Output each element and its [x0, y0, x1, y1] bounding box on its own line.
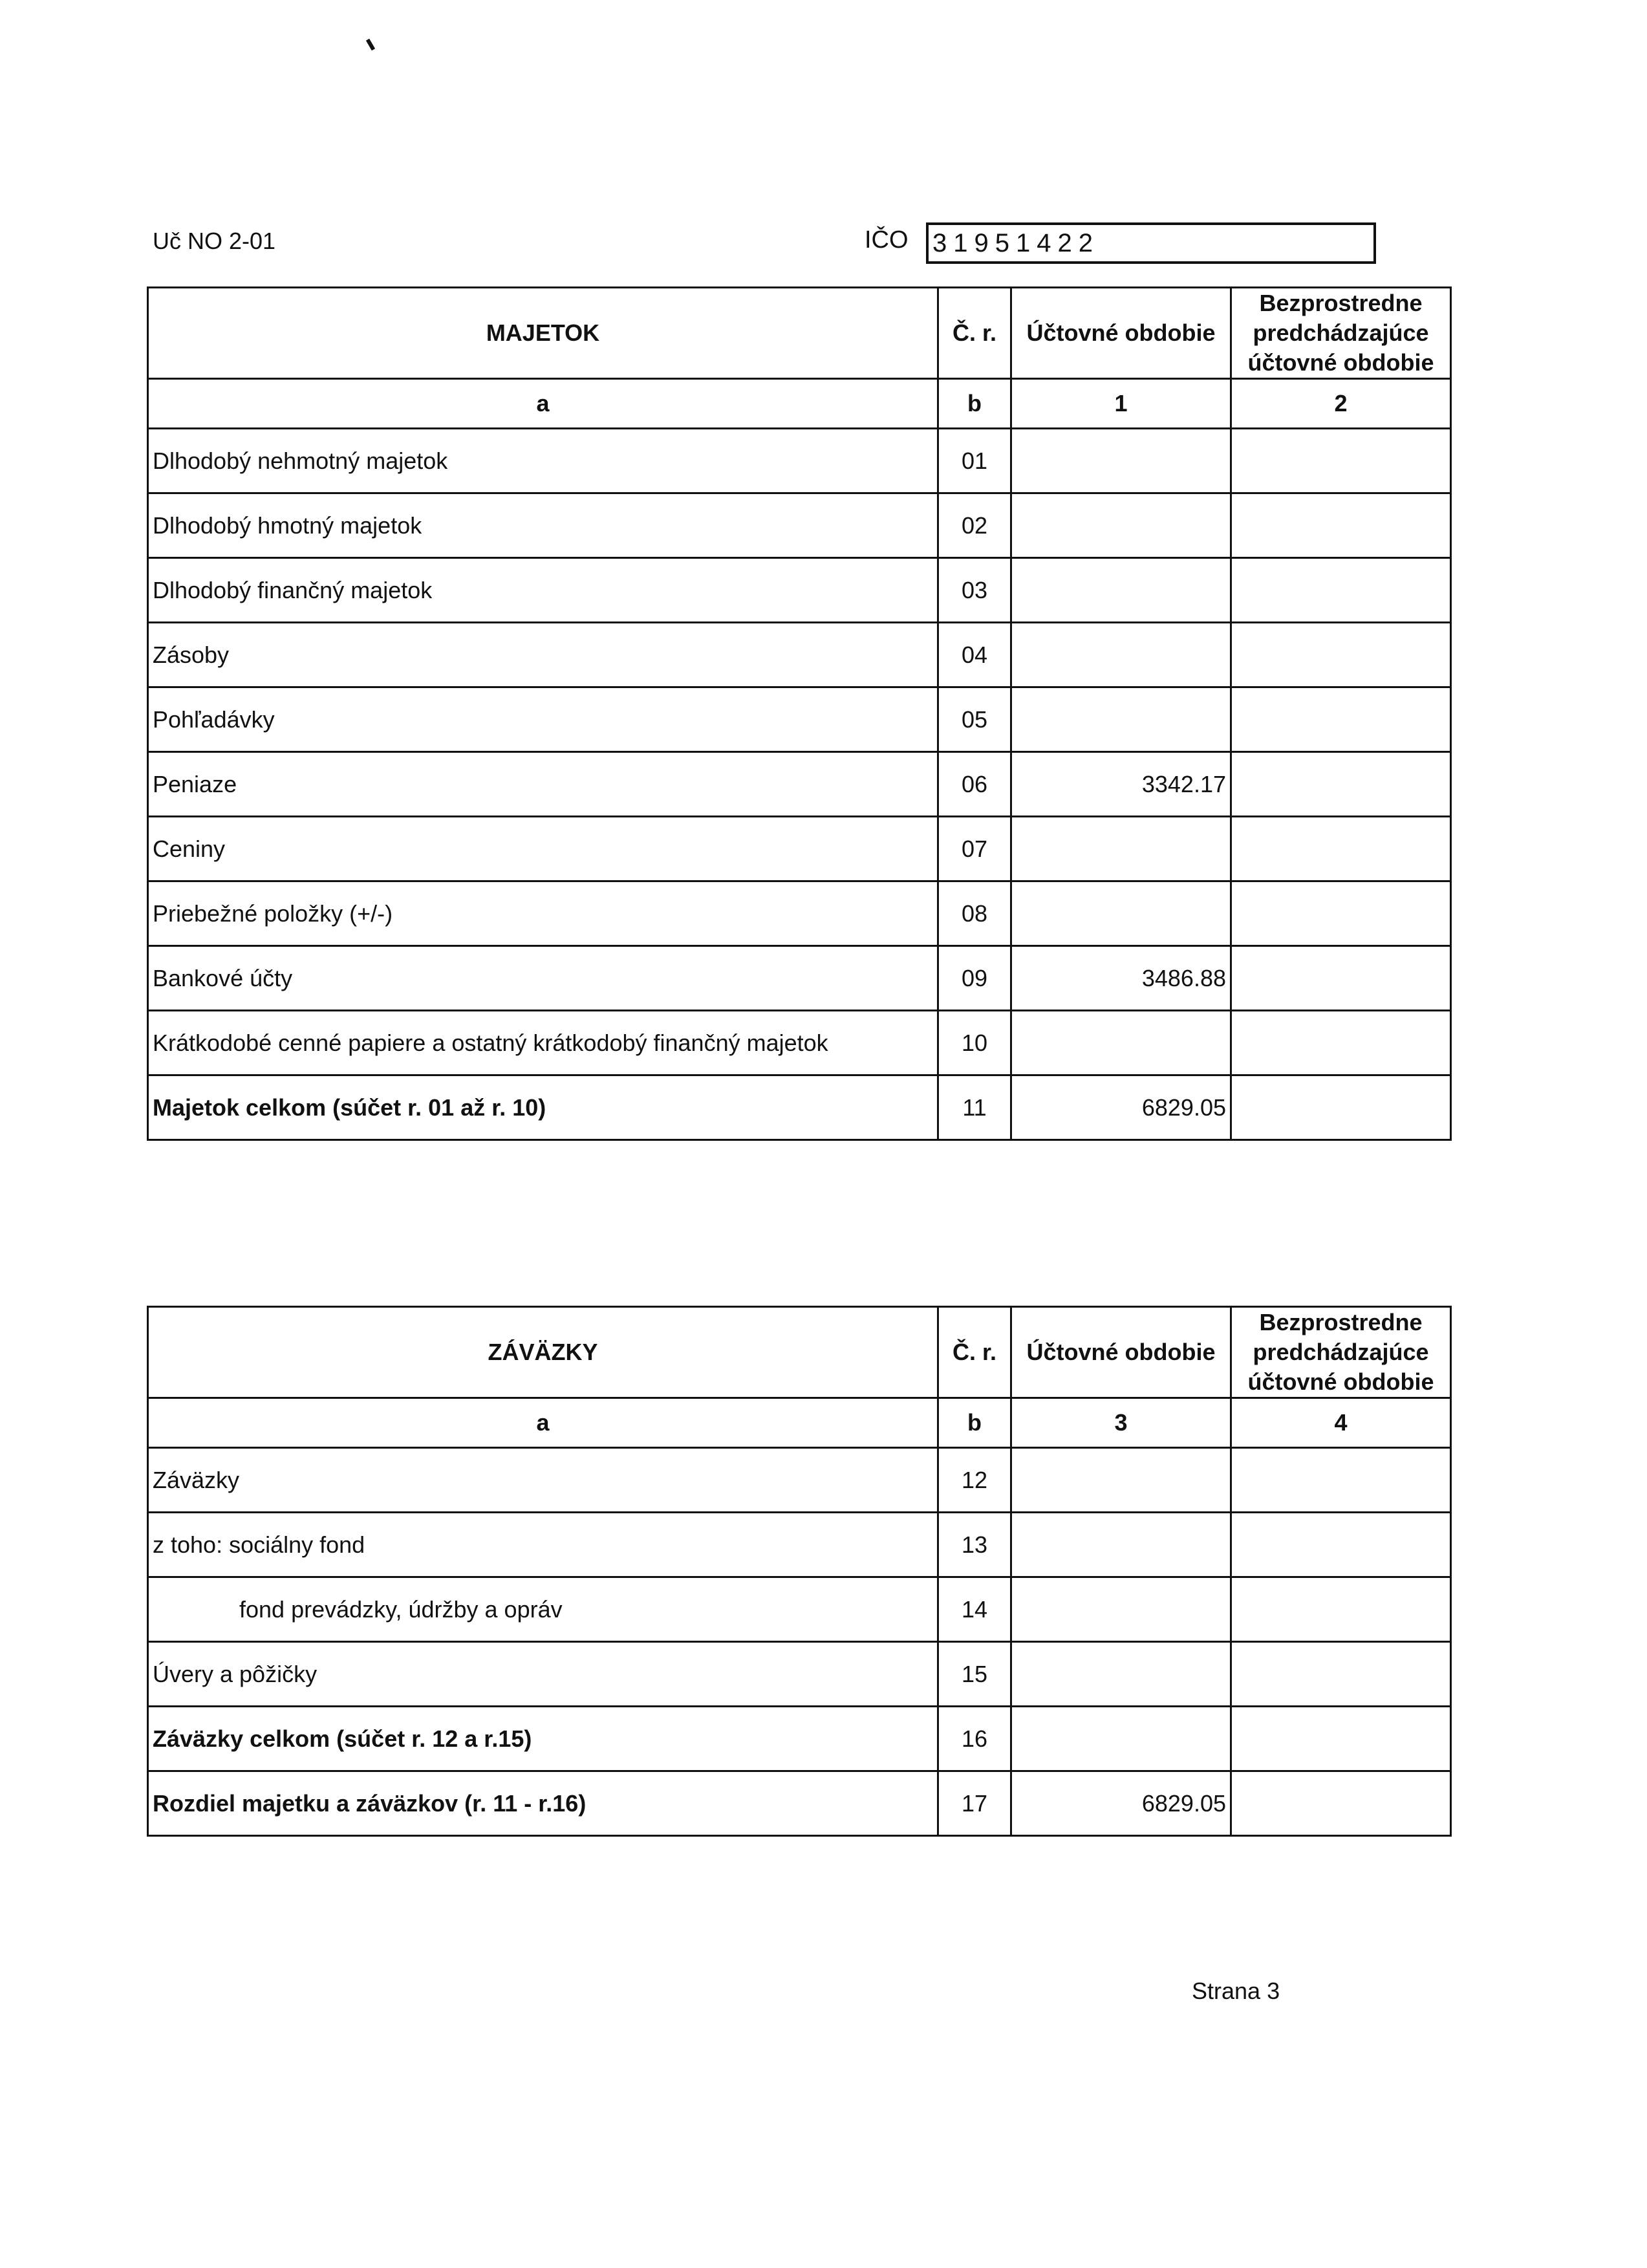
table-row [148, 1577, 1451, 1642]
previous-value[interactable] [1231, 1448, 1451, 1513]
row-label: Dlhodobý finančný majetok [148, 558, 938, 623]
previous-value[interactable] [1231, 429, 1451, 493]
row-label: Bankové účty [148, 946, 938, 1011]
current-value[interactable] [1011, 1577, 1231, 1642]
cr-header: Č. r. [938, 1307, 1011, 1398]
table-row [148, 752, 1451, 817]
previous-value[interactable] [1231, 687, 1451, 752]
row-label: Dlhodobý hmotný majetok [148, 493, 938, 558]
previous-value[interactable] [1231, 881, 1451, 946]
previous-value[interactable] [1231, 817, 1451, 881]
table-row [148, 1771, 1451, 1836]
liabilities-title: ZÁVÄZKY [148, 1307, 938, 1398]
previous-value[interactable] [1231, 1642, 1451, 1707]
row-number: 12 [938, 1448, 1011, 1513]
previous-value[interactable] [1231, 946, 1451, 1011]
table-row [148, 1707, 1451, 1771]
current-value[interactable] [1011, 1707, 1231, 1771]
row-number: 07 [938, 817, 1011, 881]
scan-mark [366, 39, 375, 51]
table-row [148, 429, 1451, 493]
cr-header: Č. r. [938, 288, 1011, 379]
previous-period-header: Bezprostredne predchádzajúce účtovné obdobie [1231, 1307, 1451, 1398]
row-label: Majetok celkom (súčet r. 01 až r. 10) [148, 1075, 938, 1140]
liabilities-table [147, 1306, 1452, 1837]
current-value[interactable] [1011, 1642, 1231, 1707]
row-number: 02 [938, 493, 1011, 558]
row-label: Ceniny [148, 817, 938, 881]
current-value[interactable]: 6829.05 [1011, 1771, 1231, 1836]
row-number: 15 [938, 1642, 1011, 1707]
current-value[interactable] [1011, 1513, 1231, 1577]
current-period-header: Účtovné obdobie [1011, 1307, 1231, 1398]
previous-value[interactable] [1231, 1011, 1451, 1075]
col-code: 1 [1011, 379, 1231, 429]
table-row [148, 493, 1451, 558]
ico-field[interactable]: 31951422 [926, 222, 1376, 264]
col-code: 3 [1011, 1398, 1231, 1448]
col-code: a [148, 379, 938, 429]
col-code: a [148, 1398, 938, 1448]
table-row [148, 558, 1451, 623]
current-value[interactable] [1011, 881, 1231, 946]
current-value[interactable] [1011, 687, 1231, 752]
current-period-header: Účtovné obdobie [1011, 288, 1231, 379]
assets-title: MAJETOK [148, 288, 938, 379]
row-label: Zásoby [148, 623, 938, 687]
row-label: fond prevádzky, údržby a opráv [148, 1577, 938, 1642]
row-number: 14 [938, 1577, 1011, 1642]
current-value[interactable] [1011, 429, 1231, 493]
form-code: Uč NO 2-01 [153, 228, 276, 254]
row-label: Záväzky celkom (súčet r. 12 a r.15) [148, 1707, 938, 1771]
col-code: 2 [1231, 379, 1451, 429]
assets-table [147, 286, 1452, 1141]
row-number: 03 [938, 558, 1011, 623]
previous-value[interactable] [1231, 623, 1451, 687]
previous-value[interactable] [1231, 1577, 1451, 1642]
row-number: 08 [938, 881, 1011, 946]
row-label: Peniaze [148, 752, 938, 817]
table-row [148, 1513, 1451, 1577]
table-row [148, 881, 1451, 946]
table-row [148, 623, 1451, 687]
row-number: 16 [938, 1707, 1011, 1771]
row-label: Rozdiel majetku a záväzkov (r. 11 - r.16) [148, 1771, 938, 1836]
current-value[interactable] [1011, 558, 1231, 623]
previous-value[interactable] [1231, 752, 1451, 817]
col-code: b [938, 1398, 1011, 1448]
current-value[interactable]: 3486.88 [1011, 946, 1231, 1011]
page-number: Strana 3 [1192, 1978, 1280, 2004]
row-number: 10 [938, 1011, 1011, 1075]
row-number: 13 [938, 1513, 1011, 1577]
previous-value[interactable] [1231, 493, 1451, 558]
row-label: Dlhodobý nehmotný majetok [148, 429, 938, 493]
current-value[interactable] [1011, 1011, 1231, 1075]
current-value[interactable] [1011, 623, 1231, 687]
table-row [148, 1075, 1451, 1140]
col-code: 4 [1231, 1398, 1451, 1448]
previous-value[interactable] [1231, 1771, 1451, 1836]
row-number: 06 [938, 752, 1011, 817]
row-label: Krátkodobé cenné papiere a ostatný krátkodobý finančný majetok [148, 1011, 938, 1075]
table-row [148, 687, 1451, 752]
table-row [148, 1011, 1451, 1075]
row-label: Úvery a pôžičky [148, 1642, 938, 1707]
row-label: Pohľadávky [148, 687, 938, 752]
previous-period-header: Bezprostredne predchádzajúce účtovné obdobie [1231, 288, 1451, 379]
row-number: 17 [938, 1771, 1011, 1836]
current-value[interactable]: 6829.05 [1011, 1075, 1231, 1140]
current-value[interactable]: 3342.17 [1011, 752, 1231, 817]
table-row [148, 946, 1451, 1011]
ico-label: IČO [865, 226, 909, 254]
previous-value[interactable] [1231, 1075, 1451, 1140]
table-row [148, 817, 1451, 881]
row-number: 09 [938, 946, 1011, 1011]
row-number: 05 [938, 687, 1011, 752]
row-label: Priebežné položky (+/-) [148, 881, 938, 946]
current-value[interactable] [1011, 1448, 1231, 1513]
row-number: 01 [938, 429, 1011, 493]
previous-value[interactable] [1231, 1513, 1451, 1577]
table-row [148, 1642, 1451, 1707]
col-code: b [938, 379, 1011, 429]
current-value[interactable] [1011, 817, 1231, 881]
row-number: 04 [938, 623, 1011, 687]
previous-value[interactable] [1231, 558, 1451, 623]
row-number: 11 [938, 1075, 1011, 1140]
previous-value[interactable] [1231, 1707, 1451, 1771]
row-label: Záväzky [148, 1448, 938, 1513]
table-row [148, 1448, 1451, 1513]
row-label: z toho: sociálny fond [148, 1513, 938, 1577]
current-value[interactable] [1011, 493, 1231, 558]
